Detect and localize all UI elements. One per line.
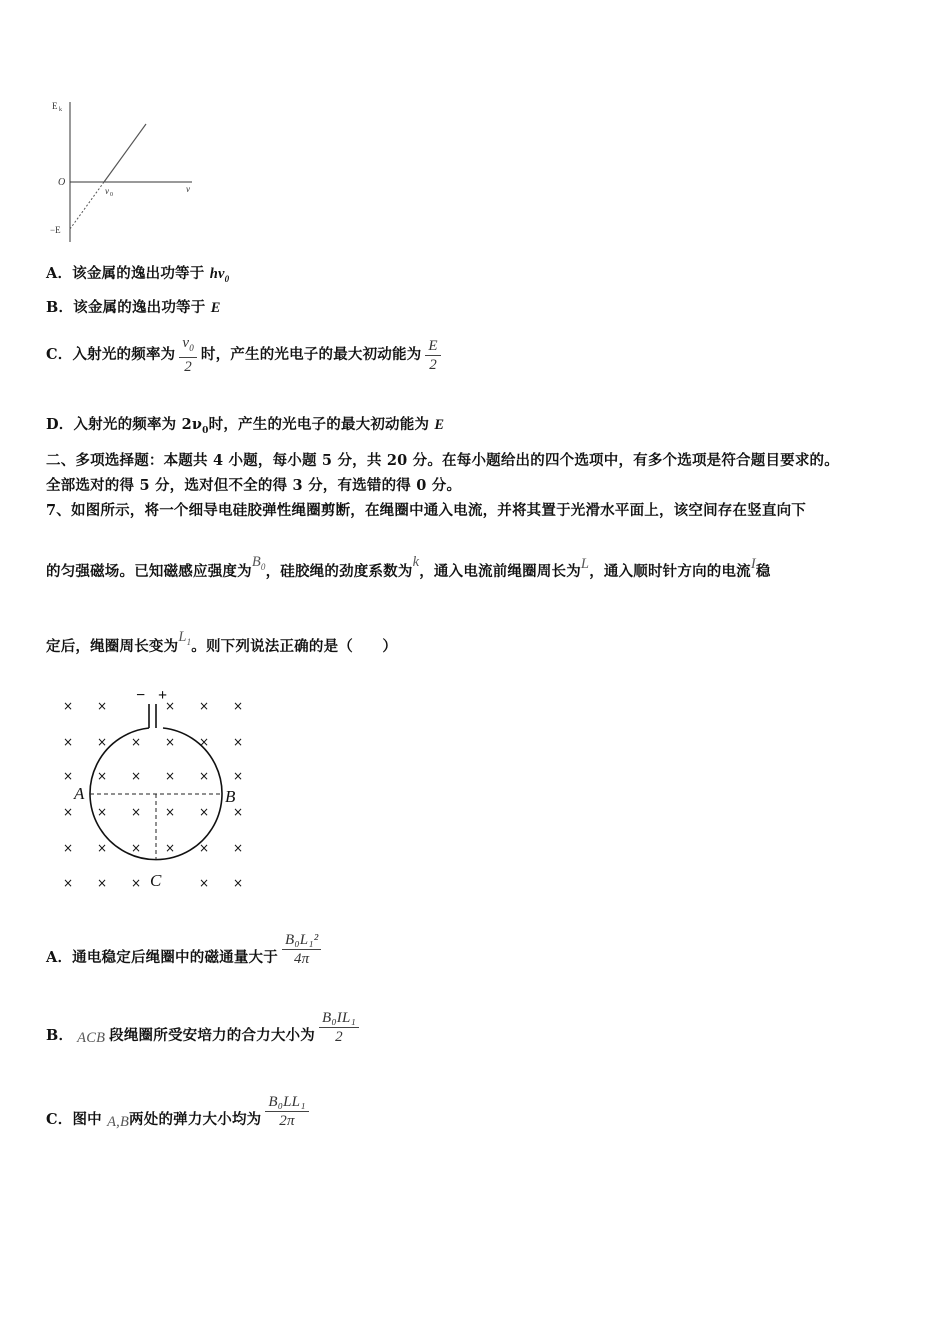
point-b-label: B [225, 787, 236, 806]
field-cross-mark: × [130, 876, 142, 890]
prev-option-c[interactable]: C．入射光的频率为 $\frac{\nu_0}{2}$ 时，产生的光电子的最大初动能为 $\frac{E}{2}$ [46, 334, 445, 376]
field-cross-mark: × [62, 735, 74, 749]
field-cross-mark: × [198, 876, 210, 890]
magnetic-field-figure [56, 686, 256, 896]
section-header-line2: 全部选对的得 5 分，选对但不全的得 3 分，有选错的得 0 分。 [46, 477, 462, 494]
point-a-label: A [74, 784, 85, 803]
field-cross-mark: × [164, 735, 176, 749]
question-7-line3: 定后，绳圈周长变为$L_1$。则下列说法正确的是（ ） [46, 629, 398, 655]
field-cross-mark: × [232, 699, 244, 713]
y-axis-label-sub: k [59, 107, 62, 113]
question-7-line2: 的匀强磁场。已知磁感应强度为$B_0$，硅胶绳的劲度系数为k，通入电流前绳圈周长为L，通入顺时针方向的电流I稳 [46, 554, 771, 580]
option-c[interactable]: C．图中 A,B两处的弹力大小均为 $\frac{\text{B₀LL₁}}{2\pi}$ [46, 1108, 313, 1130]
field-cross-mark: × [198, 769, 210, 783]
field-cross-mark: × [130, 769, 142, 783]
field-cross-mark: × [96, 876, 108, 890]
field-cross-mark: × [198, 735, 210, 749]
field-cross-mark: × [130, 735, 142, 749]
prev-option-d[interactable]: D．入射光的频率为 $2\nu_0$时，产生的光电子的最大初动能为 E [46, 416, 445, 436]
field-cross-mark: × [232, 735, 244, 749]
field-cross-mark: × [62, 699, 74, 713]
field-cross-mark: × [164, 769, 176, 783]
field-cross-mark: × [130, 805, 142, 819]
field-cross-mark: × [62, 805, 74, 819]
x-axis-label: ν [186, 184, 190, 194]
question-7-line1: 7、如图所示，将一个细导电硅胶弹性绳圈剪断，在绳圈中通入电流，并将其置于光滑水平面上，该空间存在竖直向下 [46, 502, 806, 519]
field-cross-mark: × [232, 769, 244, 783]
field-cross-mark: × [62, 841, 74, 855]
field-cross-mark: × [164, 805, 176, 819]
photoelectric-graph [44, 92, 204, 252]
fraction-e-over-2: $\frac{E}{2}$ [425, 337, 440, 374]
energy-line [104, 124, 146, 182]
fraction-flux: $\frac{\text{B₀L₁²}}{4\pi}$ [282, 931, 321, 968]
field-cross-mark: × [198, 699, 210, 713]
minus-sign: − [136, 687, 146, 704]
field-cross-mark: × [62, 876, 74, 890]
field-cross-mark: × [96, 805, 108, 819]
field-cross-mark: × [232, 876, 244, 890]
field-cross-mark: × [198, 805, 210, 819]
field-cross-mark: × [198, 841, 210, 855]
fraction-ampere-force: $\frac{\text{B₀IL₁}}{2}$ [319, 1009, 359, 1046]
fraction-nu0-over-2: $\frac{\nu_0}{2}$ [179, 334, 197, 376]
point-c-label: C [150, 871, 162, 890]
field-cross-mark: × [96, 735, 108, 749]
plus-sign: + [158, 687, 168, 704]
y-intercept-label: −E [50, 225, 61, 235]
option-b[interactable]: B． ACB 段绳圈所受安培力的合力大小为 $\frac{\text{B₀IL₁}}{2}$ [46, 1024, 363, 1046]
field-cross-mark: × [232, 805, 244, 819]
prev-option-a[interactable]: A．该金属的逸出功等于 $h\nu_0$ [46, 265, 230, 284]
section-header-line1: 二、多项选择题：本题共 4 小题，每小题 5 分，共 20 分。在每小题给出的四个选项中，有多个选项是符合题目要求的。 [46, 452, 839, 469]
field-cross-mark: × [164, 699, 176, 713]
prev-option-b[interactable]: B．该金属的逸出功等于 E [46, 299, 221, 316]
x-intercept-sub: 0 [110, 192, 113, 198]
field-cross-mark: × [130, 841, 142, 855]
field-cross-mark: × [62, 769, 74, 783]
fraction-elastic-force: $\frac{\text{B₀LL₁}}{2\pi}$ [265, 1093, 308, 1130]
x-intercept-label: ν [105, 186, 109, 196]
energy-line-extension [70, 182, 104, 229]
field-cross-mark: × [232, 841, 244, 855]
origin-label: O [58, 177, 66, 188]
y-axis-label: E [52, 101, 58, 111]
option-a[interactable]: A．通电稳定后绳圈中的磁通量大于 $\frac{\text{B₀L₁²}}{4\pi}$ [46, 946, 325, 968]
field-cross-mark: × [96, 699, 108, 713]
field-cross-mark: × [96, 841, 108, 855]
field-cross-mark: × [96, 769, 108, 783]
field-cross-mark: × [164, 841, 176, 855]
